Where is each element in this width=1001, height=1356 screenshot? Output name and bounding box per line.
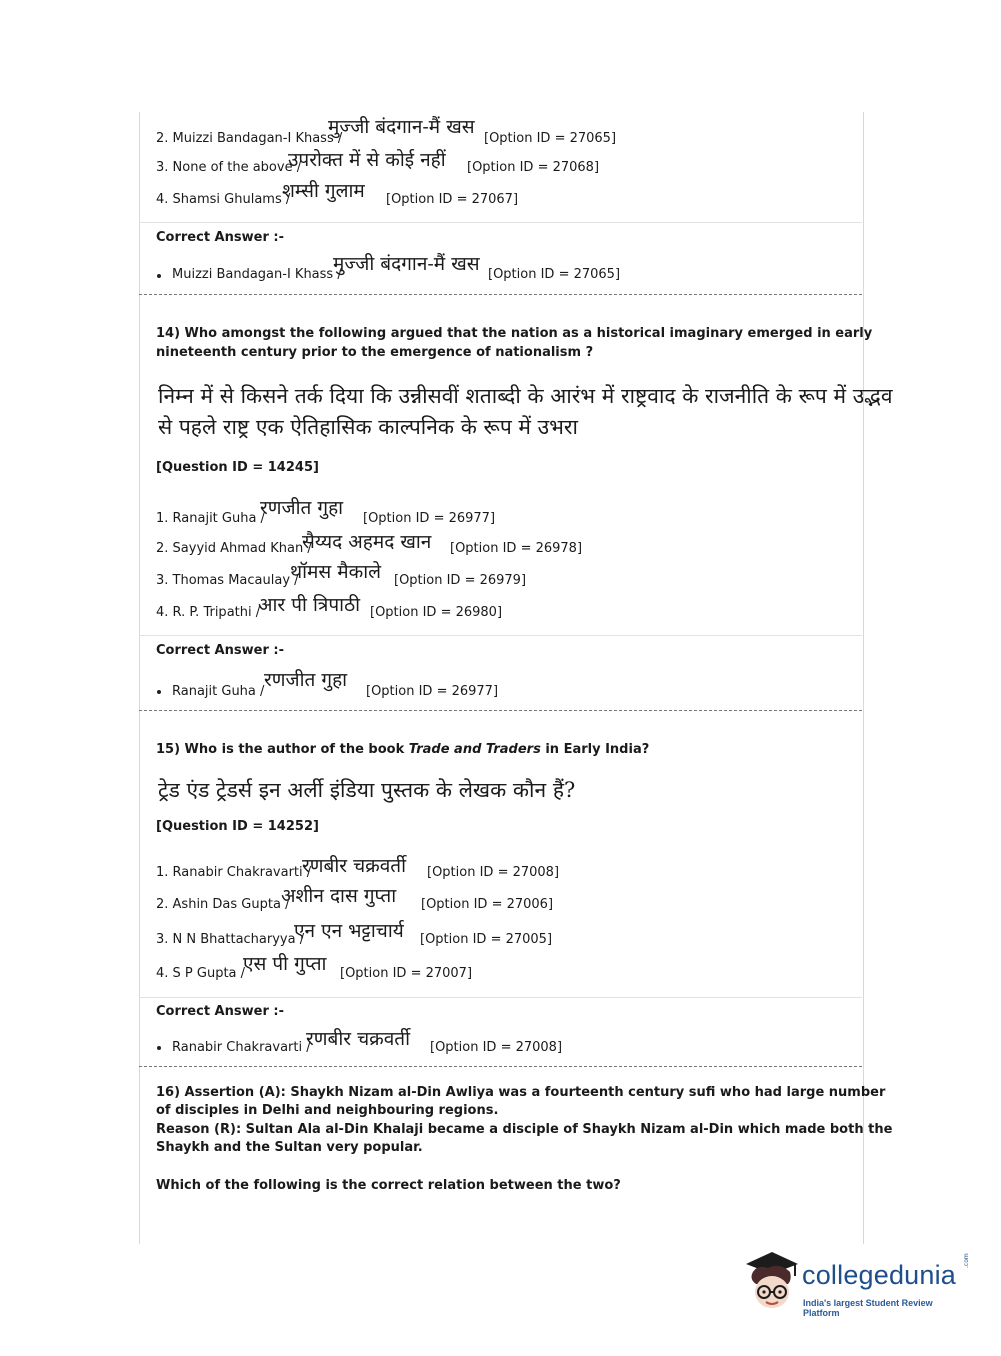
logo-wordmark: collegedunia (802, 1260, 957, 1290)
q15-option-2-hindi: अशीन दास गुप्ता (281, 885, 397, 907)
q15-correct-label: Ranabir Chakravarti / (172, 1040, 311, 1055)
bullet (157, 690, 161, 694)
q14-option-4-hindi: आर पी त्रिपाठी (258, 594, 361, 616)
q15-option-1-label: 1. Ranabir Chakravarti / (156, 865, 312, 880)
q14-option-1-hindi: रणजीत गुहा (260, 497, 344, 519)
logo-suffix: .com (963, 1253, 970, 1268)
q13-option-2-hindi: मुज्जी बंदगान-मैं खस (328, 116, 475, 138)
q13-correct-id: [Option ID = 27065] (488, 267, 621, 282)
collegedunia-logo (742, 1250, 968, 1320)
q15-correct-hindi: रणबीर चक्रवर्ती (306, 1028, 411, 1050)
mascot-icon (742, 1250, 802, 1312)
q15-title-post: in Early India? (540, 742, 650, 757)
q13-correct-heading: Correct Answer :- (156, 230, 284, 245)
q13-option-2-id: [Option ID = 27065] (484, 131, 617, 146)
q16-prompt: Which of the following is the correct relation between the two? (156, 1178, 621, 1193)
q13-option-4-hindi: शम्सी गुलाम (282, 180, 365, 202)
q14-title-line1: 14) Who amongst the following argued that the nation as a historical imaginary emerged in early (156, 326, 873, 341)
bullet (157, 274, 161, 278)
q13-option-2-label: 2. Muizzi Bandagan-I Khass / (156, 131, 343, 146)
q14-hindi-line2: से पहले राष्ट्र एक ऐतिहासिक काल्पनिक के रूप में उभरा (158, 415, 578, 439)
q15-option-4-id: [Option ID = 27007] (340, 966, 473, 981)
q14-option-4-id: [Option ID = 26980] (370, 605, 503, 620)
q13-option-3-id: [Option ID = 27068] (467, 160, 600, 175)
q15-option-4-hindi: एस पी गुप्ता (243, 953, 327, 975)
q14-option-1-id: [Option ID = 26977] (363, 511, 496, 526)
q14-title-line2: nineteenth century prior to the emergence of nationalism ? (156, 345, 594, 360)
divider (139, 997, 862, 998)
q16-reason-line1: Reason (R): Sultan Ala al-Din Khalaji became a disciple of Shaykh Nizam al-Din which made both the (156, 1122, 893, 1137)
q15-option-1-id: [Option ID = 27008] (427, 865, 560, 880)
q15-title-book: Trade and Traders (408, 742, 541, 757)
q14-hindi-line1: निम्न में से किसने तर्क दिया कि उन्नीसवीं शताब्दी के आरंभ में राष्ट्रवाद के राजनीति के रूप में उद्भव (158, 384, 893, 408)
logo-tagline: India's largest Student Review Platform (803, 1298, 933, 1318)
q15-correct-heading: Correct Answer :- (156, 1004, 284, 1019)
q15-option-2-id: [Option ID = 27006] (421, 897, 554, 912)
bullet (157, 1046, 161, 1050)
q14-correct-hindi: रणजीत गुहा (264, 669, 348, 691)
q14-correct-id: [Option ID = 26977] (366, 684, 499, 699)
q15-option-1-hindi: रणबीर चक्रवर्ती (302, 855, 407, 877)
q15-option-2-label: 2. Ashin Das Gupta / (156, 897, 290, 912)
q13-correct-hindi: मुज्जी बंदगान-मैं खस (333, 253, 480, 275)
q15-hindi-line1: ट्रेड एंड ट्रेडर्स इन अर्ली इंडिया पुस्तक के लेखक कौन हैं? (158, 778, 576, 802)
q14-option-3-hindi: थॉमस मैकाले (290, 561, 382, 583)
divider (139, 635, 862, 636)
q14-option-2-label: 2. Sayyid Ahmad Khan / (156, 541, 312, 556)
q14-option-2-id: [Option ID = 26978] (450, 541, 583, 556)
q13-correct-label: Muizzi Bandagan-I Khass / (172, 267, 342, 282)
question-separator (139, 710, 862, 711)
q14-option-4-label: 4. R. P. Tripathi / (156, 605, 261, 620)
q14-correct-heading: Correct Answer :- (156, 643, 284, 658)
q15-option-3-id: [Option ID = 27005] (420, 932, 553, 947)
question-separator (139, 294, 862, 295)
question-separator (139, 1066, 862, 1067)
q14-option-2-hindi: सैय्यद अहमद खान (302, 531, 432, 553)
q14-correct-label: Ranajit Guha / (172, 684, 265, 699)
q15-option-3-hindi: एन एन भट्टाचार्य (294, 920, 404, 942)
q15-title-pre: 15) Who is the author of the book (156, 742, 409, 757)
q13-option-3-hindi: उपरोक्त में से कोई नहीं (288, 149, 446, 171)
q14-option-1-label: 1. Ranajit Guha / (156, 511, 265, 526)
q15-title (156, 742, 649, 757)
q15-question-id: [Question ID = 14252] (156, 819, 319, 834)
q13-option-3-label: 3. None of the above / (156, 160, 302, 175)
q16-reason-line2: Shaykh and the Sultan very popular. (156, 1140, 423, 1155)
divider (139, 222, 862, 223)
q16-assertion-line1: 16) Assertion (A): Shaykh Nizam al-Din Awliya was a fourteenth century sufi who had large number (156, 1085, 886, 1100)
q16-assertion-line2: of disciples in Delhi and neighbouring regions. (156, 1103, 499, 1118)
q13-option-4-id: [Option ID = 27067] (386, 192, 519, 207)
q14-question-id: [Question ID = 14245] (156, 460, 319, 475)
q15-option-4-label: 4. S P Gupta / (156, 966, 246, 981)
q15-correct-id: [Option ID = 27008] (430, 1040, 563, 1055)
q14-option-3-id: [Option ID = 26979] (394, 573, 527, 588)
q13-option-4-label: 4. Shamsi Ghulams / (156, 192, 291, 207)
q14-option-3-label: 3. Thomas Macaulay / (156, 573, 299, 588)
q15-option-3-label: 3. N N Bhattacharyya / (156, 932, 305, 947)
